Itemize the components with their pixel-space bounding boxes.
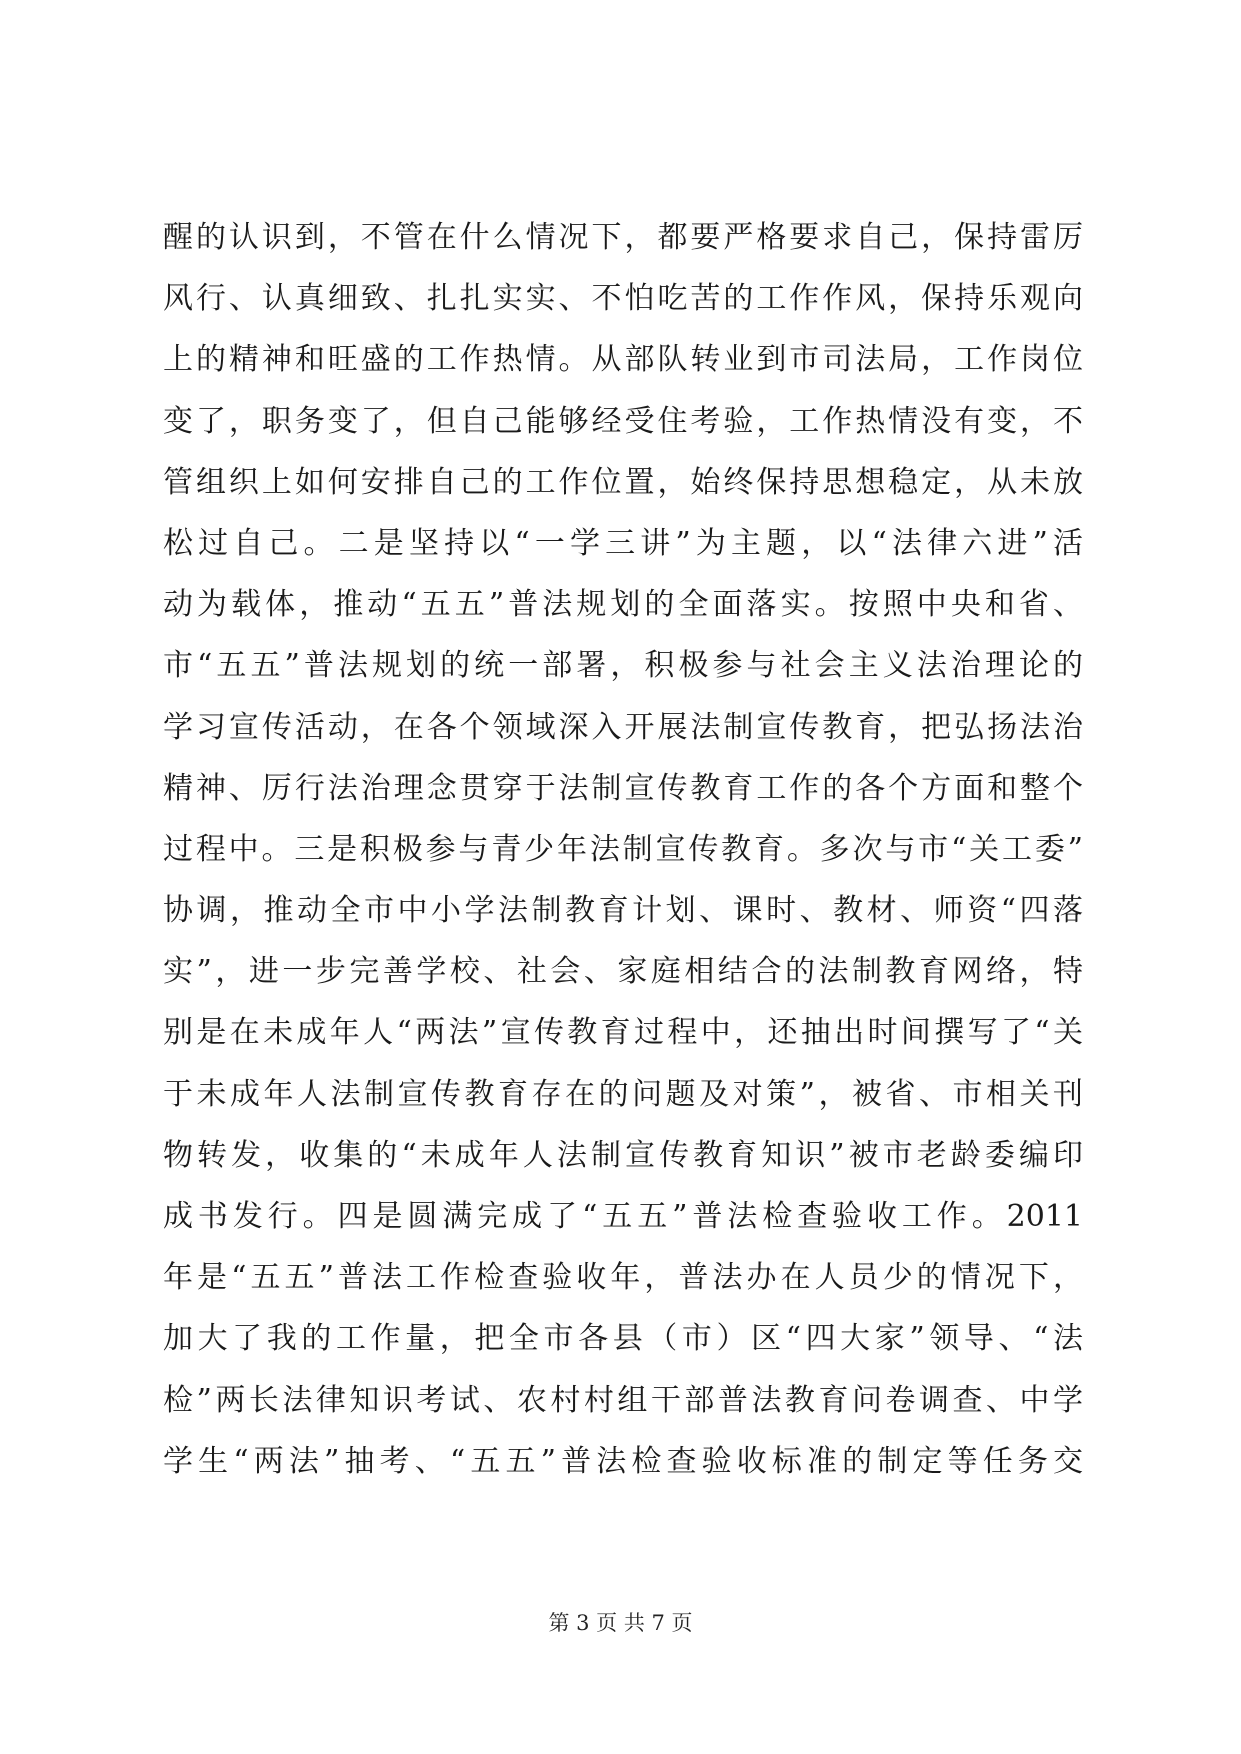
text-line: 检”两长法律知识考试、农村村组干部普法教育问卷调查、中学 <box>163 1382 1083 1418</box>
text-line: 年是“五五”普法工作检查验收年，普法办在人员少的情况下， <box>163 1260 1083 1296</box>
text-line: 风行、认真细致、扎扎实实、不怕吃苦的工作作风，保持乐观向 <box>163 281 1083 317</box>
text-line: 于未成年人法制宣传教育存在的问题及对策”，被省、市相关刊 <box>163 1076 1083 1112</box>
text-line: 变了，职务变了，但自己能够经受住考验，工作热情没有变，不 <box>163 403 1083 439</box>
text-line: 动为载体，推动“五五”普法规划的全面落实。按照中央和省、 <box>163 587 1083 623</box>
body-text <box>163 207 1083 1492</box>
text-line: 学生“两法”抽考、“五五”普法检查验收标准的制定等任务交 <box>163 1443 1083 1479</box>
page-number-label: 第 3 页 共 7 页 <box>548 1611 693 1635</box>
text-line: 松过自己。二是坚持以“一学三讲”为主题，以“法律六进”活 <box>163 525 1083 561</box>
text-line: 管组织上如何安排自己的工作位置，始终保持思想稳定，从未放 <box>163 464 1083 500</box>
page-footer <box>0 1607 1241 1637</box>
text-line: 过程中。三是积极参与青少年法制宣传教育。多次与市“关工委” <box>163 831 1083 867</box>
text-line: 物转发，收集的“未成年人法制宣传教育知识”被市老龄委编印 <box>163 1137 1083 1173</box>
text-line: 加大了我的工作量，把全市各县（市）区“四大家”领导、“法 <box>163 1321 1083 1357</box>
text-line: 协调，推动全市中小学法制教育计划、课时、教材、师资“四落 <box>163 893 1083 929</box>
text-line: 学习宣传活动，在各个领域深入开展法制宣传教育，把弘扬法治 <box>163 709 1083 745</box>
text-line: 实”，进一步完善学校、社会、家庭相结合的法制教育网络，特 <box>163 954 1083 990</box>
text-line: 精神、厉行法治理念贯穿于法制宣传教育工作的各个方面和整个 <box>163 770 1083 806</box>
text-line: 别是在未成年人“两法”宣传教育过程中，还抽出时间撰写了“关 <box>163 1015 1083 1051</box>
text-line: 醒的认识到，不管在什么情况下，都要严格要求自己，保持雷厉 <box>163 220 1083 255</box>
text-line: 市“五五”普法规划的统一部署，积极参与社会主义法治理论的 <box>163 648 1083 684</box>
text-line: 成书发行。四是圆满完成了“五五”普法检查验收工作。2011 <box>163 1199 1083 1234</box>
text-line: 上的精神和旺盛的工作热情。从部队转业到市司法局，工作岗位 <box>163 342 1083 378</box>
